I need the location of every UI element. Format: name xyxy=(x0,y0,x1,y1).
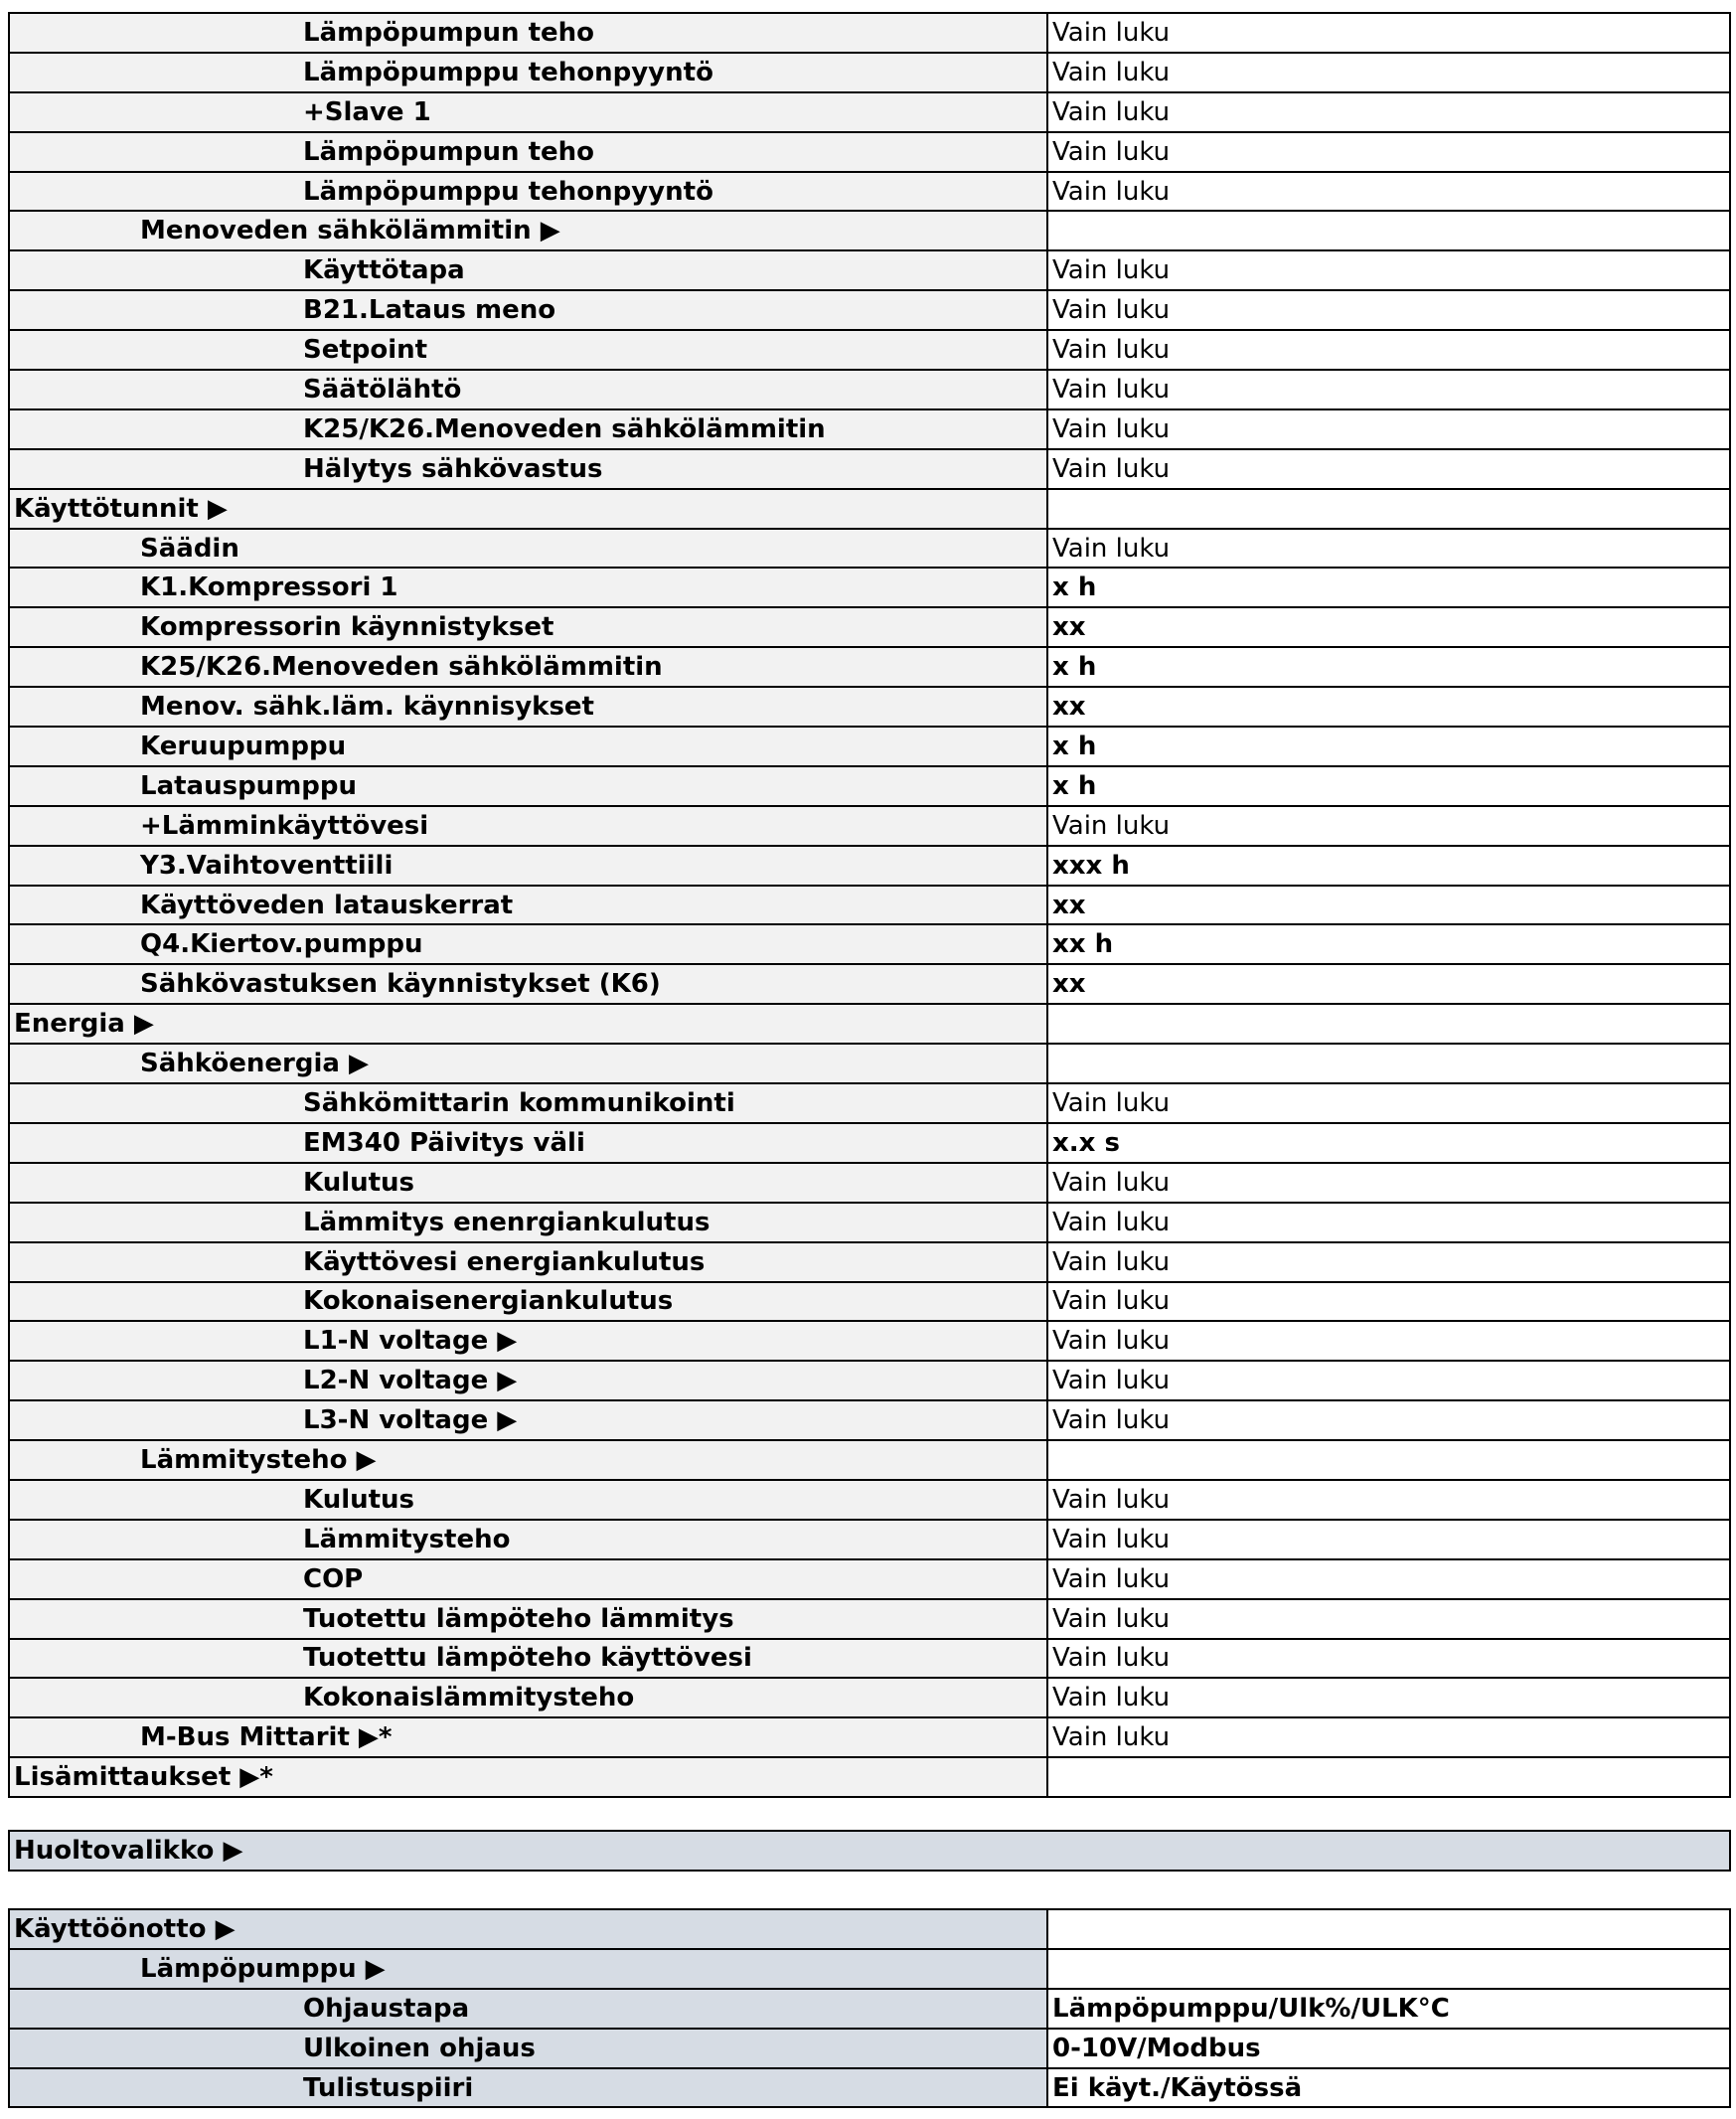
row-label: Lämmitysteho ▶ xyxy=(9,1440,1047,1480)
row-value: xx xyxy=(1047,607,1730,647)
row-value: Vain luku xyxy=(1047,1717,1730,1757)
row-value: Vain luku xyxy=(1047,1520,1730,1559)
row-value: x h xyxy=(1047,647,1730,687)
row-value xyxy=(1047,1440,1730,1480)
row-label: Kompressorin käynnistykset xyxy=(9,607,1047,647)
row-label: COP xyxy=(9,1559,1047,1599)
row-value: Vain luku xyxy=(1047,53,1730,92)
row-value: Vain luku xyxy=(1047,13,1730,53)
row-label: Ohjaustapa xyxy=(9,1989,1047,2029)
table-row xyxy=(9,806,1730,846)
table-row xyxy=(9,529,1730,569)
table-row xyxy=(9,409,1730,449)
table-row xyxy=(9,449,1730,489)
row-label: Setpoint xyxy=(9,330,1047,370)
row-label: L1-N voltage ▶ xyxy=(9,1321,1047,1361)
row-value: Vain luku xyxy=(1047,1242,1730,1282)
row-value: Vain luku xyxy=(1047,1361,1730,1400)
row-value: Vain luku xyxy=(1047,1203,1730,1242)
row-value: x h xyxy=(1047,766,1730,806)
table-row[interactable] xyxy=(9,1440,1730,1480)
row-label: Q4.Kiertov.pumppu xyxy=(9,924,1047,964)
row-value: Vain luku xyxy=(1047,1599,1730,1639)
table-row xyxy=(9,132,1730,172)
row-value: Vain luku xyxy=(1047,1678,1730,1717)
row-label: Lämpöpumppu tehonpyyntö xyxy=(9,53,1047,92)
service-menu-row[interactable] xyxy=(9,1831,1730,1871)
row-label: Energia ▶ xyxy=(9,1004,1047,1044)
table-row xyxy=(9,1717,1730,1757)
table-row xyxy=(9,846,1730,886)
row-label: Ulkoinen ohjaus xyxy=(9,2029,1047,2068)
row-value: xx xyxy=(1047,964,1730,1004)
row-label: EM340 Päivitys väli xyxy=(9,1123,1047,1163)
row-label: B21.Lataus meno xyxy=(9,290,1047,330)
row-label: Säädin xyxy=(9,529,1047,569)
row-value: Vain luku xyxy=(1047,132,1730,172)
row-label: +Lämminkäyttövesi xyxy=(9,806,1047,846)
table-row xyxy=(9,92,1730,132)
row-label: Kulutus xyxy=(9,1480,1047,1520)
row-label: Keruupumppu xyxy=(9,727,1047,766)
row-value: Vain luku xyxy=(1047,529,1730,569)
table-row xyxy=(9,1400,1730,1440)
table-row xyxy=(9,568,1730,607)
row-label: Käyttötunnit ▶ xyxy=(9,489,1047,529)
table-row xyxy=(9,2029,1730,2068)
row-label: Tuotettu lämpöteho käyttövesi xyxy=(9,1639,1047,1679)
row-label: Lämmitys enenrgiankulutus xyxy=(9,1203,1047,1242)
row-value: Lämpöpumppu/Ulk%/ULK°C xyxy=(1047,1989,1730,2029)
row-label: Menoveden sähkölämmitin ▶ xyxy=(9,211,1047,250)
row-value: Vain luku xyxy=(1047,1321,1730,1361)
table-row xyxy=(9,964,1730,1004)
row-value: Vain luku xyxy=(1047,1480,1730,1520)
row-label: K25/K26.Menoveden sähkölämmitin xyxy=(9,647,1047,687)
table-row xyxy=(9,1639,1730,1679)
table-row[interactable] xyxy=(9,1909,1730,1949)
table-row xyxy=(9,1599,1730,1639)
table-row xyxy=(9,1203,1730,1242)
commissioning-table xyxy=(8,1908,1731,2108)
table-row xyxy=(9,886,1730,925)
row-value xyxy=(1047,489,1730,529)
settings-table-main-body xyxy=(9,13,1730,1797)
table-row xyxy=(9,1083,1730,1123)
row-label: Lämpöpumppu tehonpyyntö xyxy=(9,172,1047,212)
row-value: Vain luku xyxy=(1047,330,1730,370)
table-row xyxy=(9,290,1730,330)
row-value: Vain luku xyxy=(1047,370,1730,409)
row-value xyxy=(1047,211,1730,250)
table-row xyxy=(9,1520,1730,1559)
row-label: Lämpöpumpun teho xyxy=(9,132,1047,172)
table-row xyxy=(9,172,1730,212)
table-row xyxy=(9,330,1730,370)
row-value: xxx h xyxy=(1047,846,1730,886)
row-label: Menov. sähk.läm. käynnisykset xyxy=(9,687,1047,727)
row-label: Käyttövesi energiankulutus xyxy=(9,1242,1047,1282)
row-label: Latauspumppu xyxy=(9,766,1047,806)
row-value: Vain luku xyxy=(1047,1083,1730,1123)
row-value: Vain luku xyxy=(1047,290,1730,330)
row-value: x h xyxy=(1047,727,1730,766)
table-row xyxy=(9,607,1730,647)
row-value: Vain luku xyxy=(1047,1400,1730,1440)
row-value: 0-10V/Modbus xyxy=(1047,2029,1730,2068)
table-row xyxy=(9,370,1730,409)
row-value: Vain luku xyxy=(1047,1559,1730,1599)
table-row xyxy=(9,1282,1730,1322)
table-row xyxy=(9,2068,1730,2108)
row-label: K25/K26.Menoveden sähkölämmitin xyxy=(9,409,1047,449)
row-value: xx h xyxy=(1047,924,1730,964)
commissioning-table-body xyxy=(9,1909,1730,2107)
row-label: Lämmitysteho xyxy=(9,1520,1047,1559)
row-label: L3-N voltage ▶ xyxy=(9,1400,1047,1440)
table-row[interactable] xyxy=(9,1004,1730,1044)
table-row xyxy=(9,1989,1730,2029)
row-label: Sähkömittarin kommunikointi xyxy=(9,1083,1047,1123)
service-menu-table xyxy=(8,1830,1731,1872)
row-label: Kulutus xyxy=(9,1163,1047,1203)
row-label: Säätölähtö xyxy=(9,370,1047,409)
settings-table-main xyxy=(8,12,1731,1798)
row-label: Tulistuspiiri xyxy=(9,2068,1047,2108)
table-row xyxy=(9,687,1730,727)
row-label: Kokonaislämmitysteho xyxy=(9,1678,1047,1717)
row-value xyxy=(1047,1004,1730,1044)
table-row xyxy=(9,1361,1730,1400)
row-label: L2-N voltage ▶ xyxy=(9,1361,1047,1400)
table-row[interactable] xyxy=(9,1757,1730,1797)
table-row[interactable] xyxy=(9,489,1730,529)
table-row xyxy=(9,1163,1730,1203)
row-label: Lisämittaukset ▶* xyxy=(9,1757,1047,1797)
row-label: Tuotettu lämpöteho lämmitys xyxy=(9,1599,1047,1639)
row-label: Lämpöpumpun teho xyxy=(9,13,1047,53)
row-value: Vain luku xyxy=(1047,806,1730,846)
row-label: Käyttöveden latauskerrat xyxy=(9,886,1047,925)
row-value: x h xyxy=(1047,568,1730,607)
row-value xyxy=(1047,1909,1730,1949)
row-value: Vain luku xyxy=(1047,1639,1730,1679)
row-value xyxy=(1047,1757,1730,1797)
table-row xyxy=(9,1480,1730,1520)
row-value: Vain luku xyxy=(1047,1163,1730,1203)
table-row xyxy=(9,1321,1730,1361)
table-row[interactable] xyxy=(9,211,1730,250)
row-label: Y3.Vaihtoventtiili xyxy=(9,846,1047,886)
table-row xyxy=(9,13,1730,53)
row-value: Vain luku xyxy=(1047,92,1730,132)
table-row[interactable] xyxy=(9,1949,1730,1989)
row-value: Vain luku xyxy=(1047,449,1730,489)
row-label: Lämpöpumppu ▶ xyxy=(9,1949,1047,1989)
row-value: Vain luku xyxy=(1047,250,1730,290)
row-label: Käyttötapa xyxy=(9,250,1047,290)
row-label: Sähkövastuksen käynnistykset (K6) xyxy=(9,964,1047,1004)
table-row xyxy=(9,1242,1730,1282)
row-label: Kokonaisenergiankulutus xyxy=(9,1282,1047,1322)
row-value: Vain luku xyxy=(1047,172,1730,212)
table-row xyxy=(9,53,1730,92)
row-value: Ei käyt./Käytössä xyxy=(1047,2068,1730,2108)
row-value xyxy=(1047,1949,1730,1989)
service-menu-label: Huoltovalikko ▶ xyxy=(9,1831,1730,1871)
row-value xyxy=(1047,1044,1730,1083)
table-row xyxy=(9,250,1730,290)
row-label: M-Bus Mittarit ▶* xyxy=(9,1717,1047,1757)
row-label: Hälytys sähkövastus xyxy=(9,449,1047,489)
row-label: K1.Kompressori 1 xyxy=(9,568,1047,607)
table-row xyxy=(9,1559,1730,1599)
table-row xyxy=(9,647,1730,687)
row-value: xx xyxy=(1047,886,1730,925)
table-row xyxy=(9,727,1730,766)
table-row xyxy=(9,1123,1730,1163)
row-value: x.x s xyxy=(1047,1123,1730,1163)
row-value: xx xyxy=(1047,687,1730,727)
table-row xyxy=(9,1678,1730,1717)
table-row xyxy=(9,924,1730,964)
row-value: Vain luku xyxy=(1047,1282,1730,1322)
table-row xyxy=(9,766,1730,806)
row-label: +Slave 1 xyxy=(9,92,1047,132)
row-label: Sähköenergia ▶ xyxy=(9,1044,1047,1083)
table-row[interactable] xyxy=(9,1044,1730,1083)
row-value: Vain luku xyxy=(1047,409,1730,449)
row-label: Käyttöönotto ▶ xyxy=(9,1909,1047,1949)
